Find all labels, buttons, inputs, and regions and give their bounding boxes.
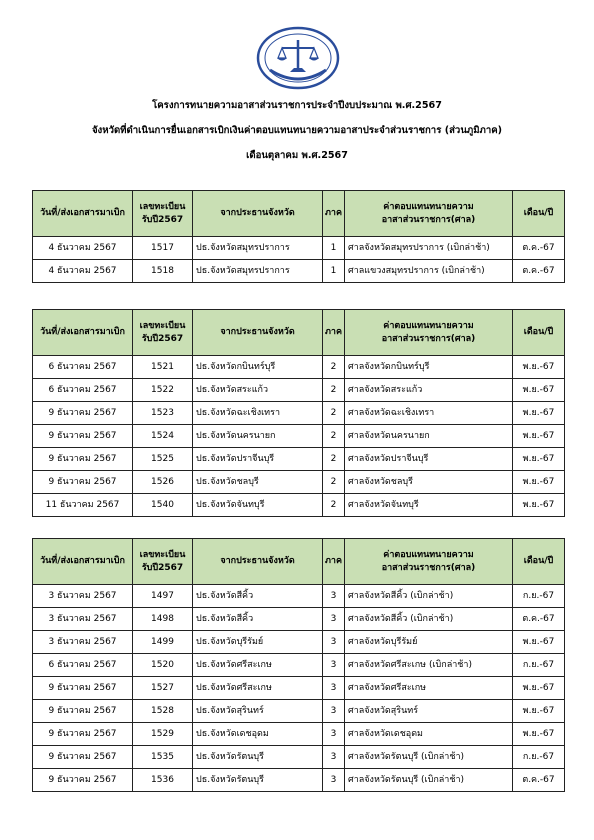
table-row: [33, 402, 565, 425]
court-fee-cell: ศาลจังหวัดสีคิ้ว (เบิกล่าช้า): [345, 608, 513, 631]
table-row: [33, 425, 565, 448]
table-row: [33, 237, 565, 260]
from-province-cell: ปธ.จังหวัดรัตนบุรี: [193, 769, 323, 792]
court-fee-cell: ศาลจังหวัดรัตนบุรี (เบิกล่าช้า): [345, 746, 513, 769]
table-row: [33, 654, 565, 677]
region-cell: 2: [323, 494, 345, 517]
region-cell: 3: [323, 700, 345, 723]
region-cell: 3: [323, 769, 345, 792]
table-row: [33, 608, 565, 631]
region-2-table: [32, 309, 565, 517]
fee-column-header: ค่าตอบแทนทนายความ อาสาส่วนราชการ(ศาล): [345, 191, 513, 237]
month-cell: พ.ย.-67: [513, 677, 565, 700]
date-cell: 3 ธันวาคม 2567: [33, 631, 133, 654]
court-fee-cell: ศาลจังหวัดสีคิ้ว (เบิกล่าช้า): [345, 585, 513, 608]
region-cell: 2: [323, 379, 345, 402]
from-province-cell: ปธ.จังหวัดสมุทรปราการ: [193, 260, 323, 283]
registration-number-cell: 1526: [133, 471, 193, 494]
court-fee-cell: ศาลจังหวัดศรีสะเกษ: [345, 677, 513, 700]
from-province-cell: ปธ.จังหวัดสีคิ้ว: [193, 585, 323, 608]
table-row: [33, 700, 565, 723]
registration-number-cell: 1529: [133, 723, 193, 746]
registration-number-cell: 1522: [133, 379, 193, 402]
region-cell: 1: [323, 237, 345, 260]
from-province-cell: ปธ.จังหวัดกบินทร์บุรี: [193, 356, 323, 379]
from-province-cell: ปธ.จังหวัดสีคิ้ว: [193, 608, 323, 631]
month-column-header: เดือน/ปี: [513, 191, 565, 237]
month-cell: ต.ค.-67: [513, 608, 565, 631]
court-fee-cell: ศาลจังหวัดฉะเชิงเทรา: [345, 402, 513, 425]
court-fee-cell: ศาลจังหวัดจันทบุรี: [345, 494, 513, 517]
date-cell: 11 ธันวาคม 2567: [33, 494, 133, 517]
table-row: [33, 746, 565, 769]
month-cell: พ.ย.-67: [513, 700, 565, 723]
region-cell: 2: [323, 356, 345, 379]
month-column-header: เดือน/ปี: [513, 310, 565, 356]
month-cell: ต.ค.-67: [513, 769, 565, 792]
report-subtitle: จังหวัดที่ดำเนินการยื่นเอกสารเบิกเงินค่าตอบแทนทนายความอาสาประจำส่วนราชการ (ส่วนภูมิภาค): [91, 125, 503, 136]
from-province-cell: ปธ.จังหวัดสมุทรปราการ: [193, 237, 323, 260]
from-province-cell: ปธ.จังหวัดจันทบุรี: [193, 494, 323, 517]
from-province-cell: ปธ.จังหวัดปราจีนบุรี: [193, 448, 323, 471]
region-cell: 3: [323, 631, 345, 654]
table-row: [33, 356, 565, 379]
registration-number-cell: 1535: [133, 746, 193, 769]
month-cell: ก.ย.-67: [513, 585, 565, 608]
date-column-header: วันที่/ส่งเอกสารมาเบิก: [33, 310, 133, 356]
registration-number-cell: 1527: [133, 677, 193, 700]
region-column-header: ภาค: [323, 539, 345, 585]
date-cell: 9 ธันวาคม 2567: [33, 769, 133, 792]
court-fee-cell: ศาลจังหวัดปราจีนบุรี: [345, 448, 513, 471]
table-row: [33, 379, 565, 402]
month-cell: พ.ย.-67: [513, 425, 565, 448]
date-cell: 6 ธันวาคม 2567: [33, 654, 133, 677]
from-province-cell: ปธ.จังหวัดสุรินทร์: [193, 700, 323, 723]
from-province-cell: ปธ.จังหวัดชลบุรี: [193, 471, 323, 494]
registration-number-cell: 1497: [133, 585, 193, 608]
registration-number-cell: 1525: [133, 448, 193, 471]
region-cell: 3: [323, 654, 345, 677]
region-cell: 3: [323, 746, 345, 769]
month-cell: ก.ย.-67: [513, 746, 565, 769]
registration-number-cell: 1517: [133, 237, 193, 260]
from-province-cell: ปธ.จังหวัดนครนายก: [193, 425, 323, 448]
date-cell: 6 ธันวาคม 2567: [33, 379, 133, 402]
from-province-cell: ปธ.จังหวัดศรีสะเกษ: [193, 677, 323, 700]
table-row: [33, 260, 565, 283]
month-cell: พ.ย.-67: [513, 494, 565, 517]
table-header-row: [33, 539, 565, 585]
from-column-header: จากประธานจังหวัด: [193, 310, 323, 356]
date-cell: 9 ธันวาคม 2567: [33, 700, 133, 723]
registration-number-cell: 1498: [133, 608, 193, 631]
from-column-header: จากประธานจังหวัด: [193, 191, 323, 237]
registration-number-cell: 1528: [133, 700, 193, 723]
month-column-header: เดือน/ปี: [513, 539, 565, 585]
month-cell: พ.ย.-67: [513, 448, 565, 471]
region-cell: 3: [323, 723, 345, 746]
from-province-cell: ปธ.จังหวัดเดชอุดม: [193, 723, 323, 746]
court-fee-cell: ศาลแขวงสมุทรปราการ (เบิกล่าช้า): [345, 260, 513, 283]
from-province-cell: ปธ.จังหวัดบุรีรัมย์: [193, 631, 323, 654]
region-cell: 2: [323, 425, 345, 448]
table-header-row: [33, 310, 565, 356]
table-row: [33, 677, 565, 700]
region-3-table: [32, 538, 565, 792]
registration-column-header: เลขทะเบียน รับปี2567: [133, 310, 193, 356]
region-cell: 2: [323, 402, 345, 425]
region-cell: 2: [323, 471, 345, 494]
region-cell: 3: [323, 677, 345, 700]
fee-column-header: ค่าตอบแทนทนายความ อาสาส่วนราชการ(ศาล): [345, 310, 513, 356]
registration-number-cell: 1521: [133, 356, 193, 379]
date-cell: 3 ธันวาคม 2567: [33, 608, 133, 631]
court-fee-cell: ศาลจังหวัดรัตนบุรี (เบิกล่าช้า): [345, 769, 513, 792]
court-fee-cell: ศาลจังหวัดสมุทรปราการ (เบิกล่าช้า): [345, 237, 513, 260]
date-cell: 9 ธันวาคม 2567: [33, 723, 133, 746]
month-cell: ต.ค.-67: [513, 260, 565, 283]
region-1-table: [32, 190, 565, 283]
court-fee-cell: ศาลจังหวัดสุรินทร์: [345, 700, 513, 723]
month-cell: พ.ย.-67: [513, 379, 565, 402]
date-cell: 9 ธันวาคม 2567: [33, 677, 133, 700]
table-row: [33, 723, 565, 746]
month-cell: ต.ค.-67: [513, 237, 565, 260]
date-cell: 4 ธันวาคม 2567: [33, 260, 133, 283]
from-province-cell: ปธ.จังหวัดศรีสะเกษ: [193, 654, 323, 677]
region-cell: 3: [323, 608, 345, 631]
registration-number-cell: 1520: [133, 654, 193, 677]
month-cell: พ.ย.-67: [513, 356, 565, 379]
date-cell: 9 ธันวาคม 2567: [33, 471, 133, 494]
organization-emblem-icon: [256, 26, 340, 90]
table-row: [33, 631, 565, 654]
court-fee-cell: ศาลจังหวัดบุรีรัมย์: [345, 631, 513, 654]
from-province-cell: ปธ.จังหวัดรัตนบุรี: [193, 746, 323, 769]
registration-number-cell: 1499: [133, 631, 193, 654]
date-cell: 9 ธันวาคม 2567: [33, 448, 133, 471]
registration-number-cell: 1523: [133, 402, 193, 425]
registration-number-cell: 1540: [133, 494, 193, 517]
date-cell: 9 ธันวาคม 2567: [33, 425, 133, 448]
court-fee-cell: ศาลจังหวัดเดชอุดม: [345, 723, 513, 746]
registration-column-header: เลขทะเบียน รับปี2567: [133, 191, 193, 237]
registration-number-cell: 1518: [133, 260, 193, 283]
date-cell: 9 ธันวาคม 2567: [33, 746, 133, 769]
court-fee-cell: ศาลจังหวัดชลบุรี: [345, 471, 513, 494]
region-column-header: ภาค: [323, 191, 345, 237]
table-row: [33, 494, 565, 517]
table-row: [33, 585, 565, 608]
court-fee-cell: ศาลจังหวัดสระแก้ว: [345, 379, 513, 402]
table-row: [33, 471, 565, 494]
table-row: [33, 448, 565, 471]
month-cell: พ.ย.-67: [513, 471, 565, 494]
registration-column-header: เลขทะเบียน รับปี2567: [133, 539, 193, 585]
table-row: [33, 769, 565, 792]
court-fee-cell: ศาลจังหวัดศรีสะเกษ (เบิกล่าช้า): [345, 654, 513, 677]
date-cell: 6 ธันวาคม 2567: [33, 356, 133, 379]
date-column-header: วันที่/ส่งเอกสารมาเบิก: [33, 539, 133, 585]
region-cell: 1: [323, 260, 345, 283]
fee-column-header: ค่าตอบแทนทนายความ อาสาส่วนราชการ(ศาล): [345, 539, 513, 585]
court-fee-cell: ศาลจังหวัดนครนายก: [345, 425, 513, 448]
registration-number-cell: 1536: [133, 769, 193, 792]
report-month: เดือนตุลาคม พ.ศ.2567: [246, 150, 348, 161]
month-cell: พ.ย.-67: [513, 631, 565, 654]
date-cell: 9 ธันวาคม 2567: [33, 402, 133, 425]
date-column-header: วันที่/ส่งเอกสารมาเบิก: [33, 191, 133, 237]
registration-number-cell: 1524: [133, 425, 193, 448]
month-cell: ก.ย.-67: [513, 654, 565, 677]
report-title: โครงการทนายความอาสาส่วนราชการประจำปีงบประมาณ พ.ศ.2567: [152, 100, 442, 111]
from-column-header: จากประธานจังหวัด: [193, 539, 323, 585]
from-province-cell: ปธ.จังหวัดสระแก้ว: [193, 379, 323, 402]
date-cell: 3 ธันวาคม 2567: [33, 585, 133, 608]
month-cell: พ.ย.-67: [513, 402, 565, 425]
region-cell: 3: [323, 585, 345, 608]
table-header-row: [33, 191, 565, 237]
region-column-header: ภาค: [323, 310, 345, 356]
date-cell: 4 ธันวาคม 2567: [33, 237, 133, 260]
region-cell: 2: [323, 448, 345, 471]
from-province-cell: ปธ.จังหวัดฉะเชิงเทรา: [193, 402, 323, 425]
month-cell: พ.ย.-67: [513, 723, 565, 746]
court-fee-cell: ศาลจังหวัดกบินทร์บุรี: [345, 356, 513, 379]
